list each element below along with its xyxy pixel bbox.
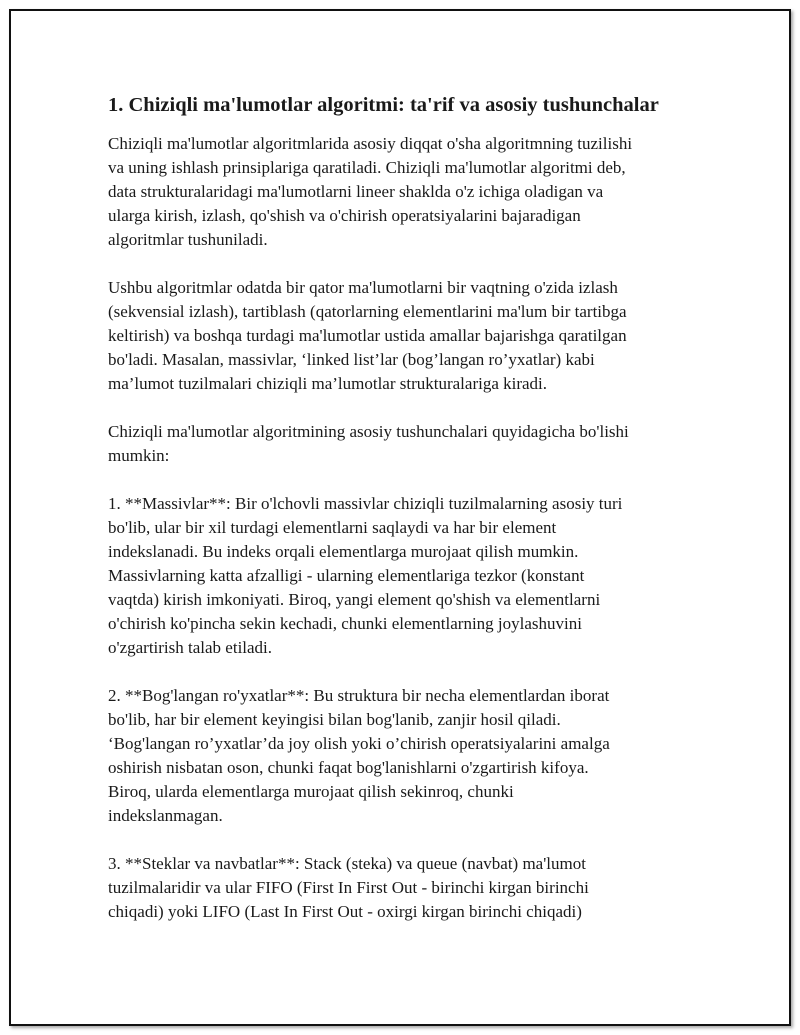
text-line: Chiziqli ma'lumotlar algoritmining asosiy tushunchalari quyidagicha bo'lishi: [108, 422, 629, 441]
list-item-stacks-queues: [108, 852, 698, 924]
text-line: Chiziqli ma'lumotlar algoritmlarida asosiy diqqat o'sha algoritmning tuzilishi: [108, 134, 633, 153]
text-line: bo'lib, har bir element keyingisi bilan bog'lanib, zanjir hosil qiladi.: [108, 710, 561, 729]
document-body: [108, 90, 698, 948]
text-line: va uning ishlash prinsiplariga qaratiladi. Chiziqli ma'lumotlar algoritmi deb,: [108, 158, 626, 177]
text-line: (sekvensial izlash), tartiblash (qatorlarning elementlarini ma'lum bir tartibga: [108, 302, 627, 321]
text-line: ‘Bog'langan ro’yxatlar’da joy olish yoki o’chirish operatsiyalarini amalga: [108, 734, 610, 753]
text-line: indekslanadi. Bu indeks orqali elementlarga murojaat qilish mumkin.: [108, 542, 579, 561]
list-item-arrays: [108, 492, 698, 660]
text-line: data strukturalaridagi ma'lumotlarni lineer shaklda o'z ichiga oladigan va: [108, 182, 604, 201]
text-line: Ushbu algoritmlar odatda bir qator ma'lumotlarni bir vaqtning o'zida izlash: [108, 278, 618, 297]
text-line: bo'ladi. Masalan, massivlar, ‘linked list’lar (bog’langan ro’yxatlar) kabi: [108, 350, 595, 369]
text-line: Massivlarning katta afzalligi - ularning elementlariga tezkor (konstant: [108, 566, 585, 585]
list-item-linked-lists: [108, 684, 698, 828]
text-line: ma’lumot tuzilmalari chiziqli ma’lumotlar strukturalariga kiradi.: [108, 374, 548, 393]
text-line: keltirish) va boshqa turdagi ma'lumotlar ustida amallar bajarishga qaratilgan: [108, 326, 627, 345]
text-line: ularga kirish, izlash, qo'shish va o'chirish operatsiyalarini bajaradigan: [108, 206, 581, 225]
text-line: mumkin:: [108, 446, 170, 465]
paragraph-intro-list: [108, 420, 698, 468]
text-line: vaqtda) kirish imkoniyati. Biroq, yangi element qo'shish va elementlarni: [108, 590, 601, 609]
text-line: bo'lib, ular bir xil turdagi elementlarni saqlaydi va har bir element: [108, 518, 557, 537]
text-line: oshirish nisbatan oson, chunki faqat bog'lanishlarni o'zgartirish kifoya.: [108, 758, 589, 777]
text-line: Biroq, ularda elementlarga murojaat qilish sekinroq, chunki: [108, 782, 514, 801]
paragraph-usage: [108, 276, 698, 396]
text-line: o'zgartirish talab etiladi.: [108, 638, 273, 657]
text-line: o'chirish ko'pincha sekin kechadi, chunki elementlarning joylashuvini: [108, 614, 582, 633]
text-line: tuzilmalaridir va ular FIFO (First In First Out - birinchi kirgan birinchi: [108, 878, 589, 897]
text-line: indekslanmagan.: [108, 806, 223, 825]
text-line: 2. **Bog'langan ro'yxatlar**: Bu struktura bir necha elementlardan iborat: [108, 686, 610, 705]
text-line: algoritmlar tushuniladi.: [108, 230, 268, 249]
paragraph-definition: [108, 132, 698, 252]
text-line: chiqadi) yoki LIFO (Last In First Out - oxirgi kirgan birinchi chiqadi): [108, 902, 582, 921]
text-line: 3. **Steklar va navbatlar**: Stack (steka) va queue (navbat) ma'lumot: [108, 854, 586, 873]
section-heading: 1. Chiziqli ma'lumotlar algoritmi: ta'rif va asosiy tushunchalar: [108, 94, 659, 116]
text-line: 1. **Massivlar**: Bir o'lchovli massivlar chiziqli tuzilmalarning asosiy turi: [108, 494, 623, 513]
